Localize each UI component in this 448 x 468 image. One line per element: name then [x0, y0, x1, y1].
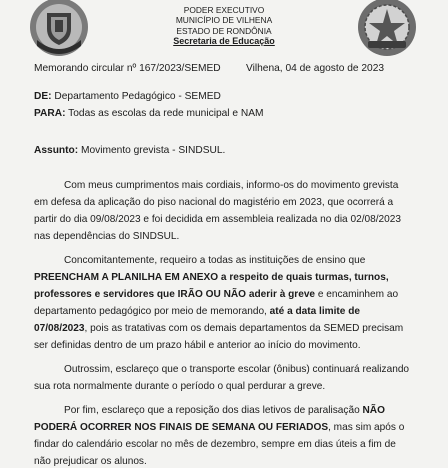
subject-value: Movimento grevista - SINDSUL. [78, 145, 226, 156]
body-line: Concomitantemente, requeiro a todas as instituições de ensino que [64, 255, 366, 266]
header-line-municipality: MUNICÍPIO DE VILHENA [175, 15, 273, 26]
from-line [34, 91, 221, 102]
bold-text: professores e servidores que IRÃO OU NÃO aderir à greve [34, 289, 316, 300]
body-line: sua rota normalmente durante o período o qual perdurar a greve. [34, 381, 326, 392]
body-line: em defesa da aplicação do piso nacional do magistério em 2023, que ocorrerá a [34, 197, 394, 208]
bold-text: PODERÁ OCORRER NOS FINAIS DE SEMANA OU FERIADOS [34, 422, 329, 433]
body-line: não prejudicar os alunos. [34, 456, 147, 467]
body-line-bold [34, 272, 426, 284]
header-line-state: ESTADO DE RONDÔNIA [176, 25, 272, 36]
memo-number: Memorando circular nº 167/2023/SEMED [34, 63, 221, 74]
body-line [34, 323, 426, 335]
bold-text: PREENCHAM A PLANILHA EM ANEXO a respeito de quais turmas, turnos, [34, 272, 389, 283]
body-text: e encaminhem ao [315, 289, 399, 300]
body-line: Outrossim, esclareço que o transporte escolar (ônibus) continuará realizando [64, 364, 410, 375]
body-line [34, 405, 426, 417]
to-line [34, 108, 264, 119]
to-label: PARA: [34, 108, 66, 119]
header-line-executive: PODER EXECUTIVO [183, 5, 265, 15]
body-text: , pois as tratativas com os demais departamentos da SEMED precisam [84, 323, 404, 334]
to-value: Todas as escolas da rede municipal e NAM [65, 108, 264, 119]
body-line: findar do calendário escolar no mês de dezembro, sempre em dias úteis a fim de [34, 439, 396, 450]
body-text: , mas sim após o [328, 422, 405, 433]
memo-date: Vilhena, 04 de agosto de 2023 [246, 63, 385, 74]
bold-text: NÃO [359, 405, 385, 416]
body-line [34, 306, 426, 318]
letterhead [140, 5, 308, 47]
subject-line [34, 145, 225, 156]
municipal-coat-of-arms-logo [28, 0, 90, 58]
bold-text: 07/08/2023 [34, 323, 85, 334]
body-line [34, 289, 426, 301]
body-line: Com meus cumprimentos mais cordiais, informo-os do movimento grevista [64, 180, 399, 191]
body-line: partir do dia 09/08/2023 e foi decidida em assembleia realizada no dia 02/08/2023 [34, 214, 401, 225]
bold-text: até a data limite de [266, 306, 360, 317]
municipal-seal-logo [356, 0, 418, 58]
body-line: nas dependências do SINDSUL. [34, 231, 180, 242]
body-text: departamento pedagógico por meio de memorando, [34, 306, 267, 317]
header-department: Secretaria de Educação [173, 36, 275, 47]
from-label: DE: [34, 91, 52, 102]
body-line [34, 422, 426, 434]
body-text: Por fim, esclareço que a reposição dos dias letivos de paralisação [64, 405, 360, 416]
from-value: Departamento Pedagógico - SEMED [51, 91, 221, 102]
body-line: ser definidas dentro de um prazo hábil e anterior ao início do movimento. [34, 340, 361, 351]
subject-label: Assunto: [34, 145, 79, 156]
